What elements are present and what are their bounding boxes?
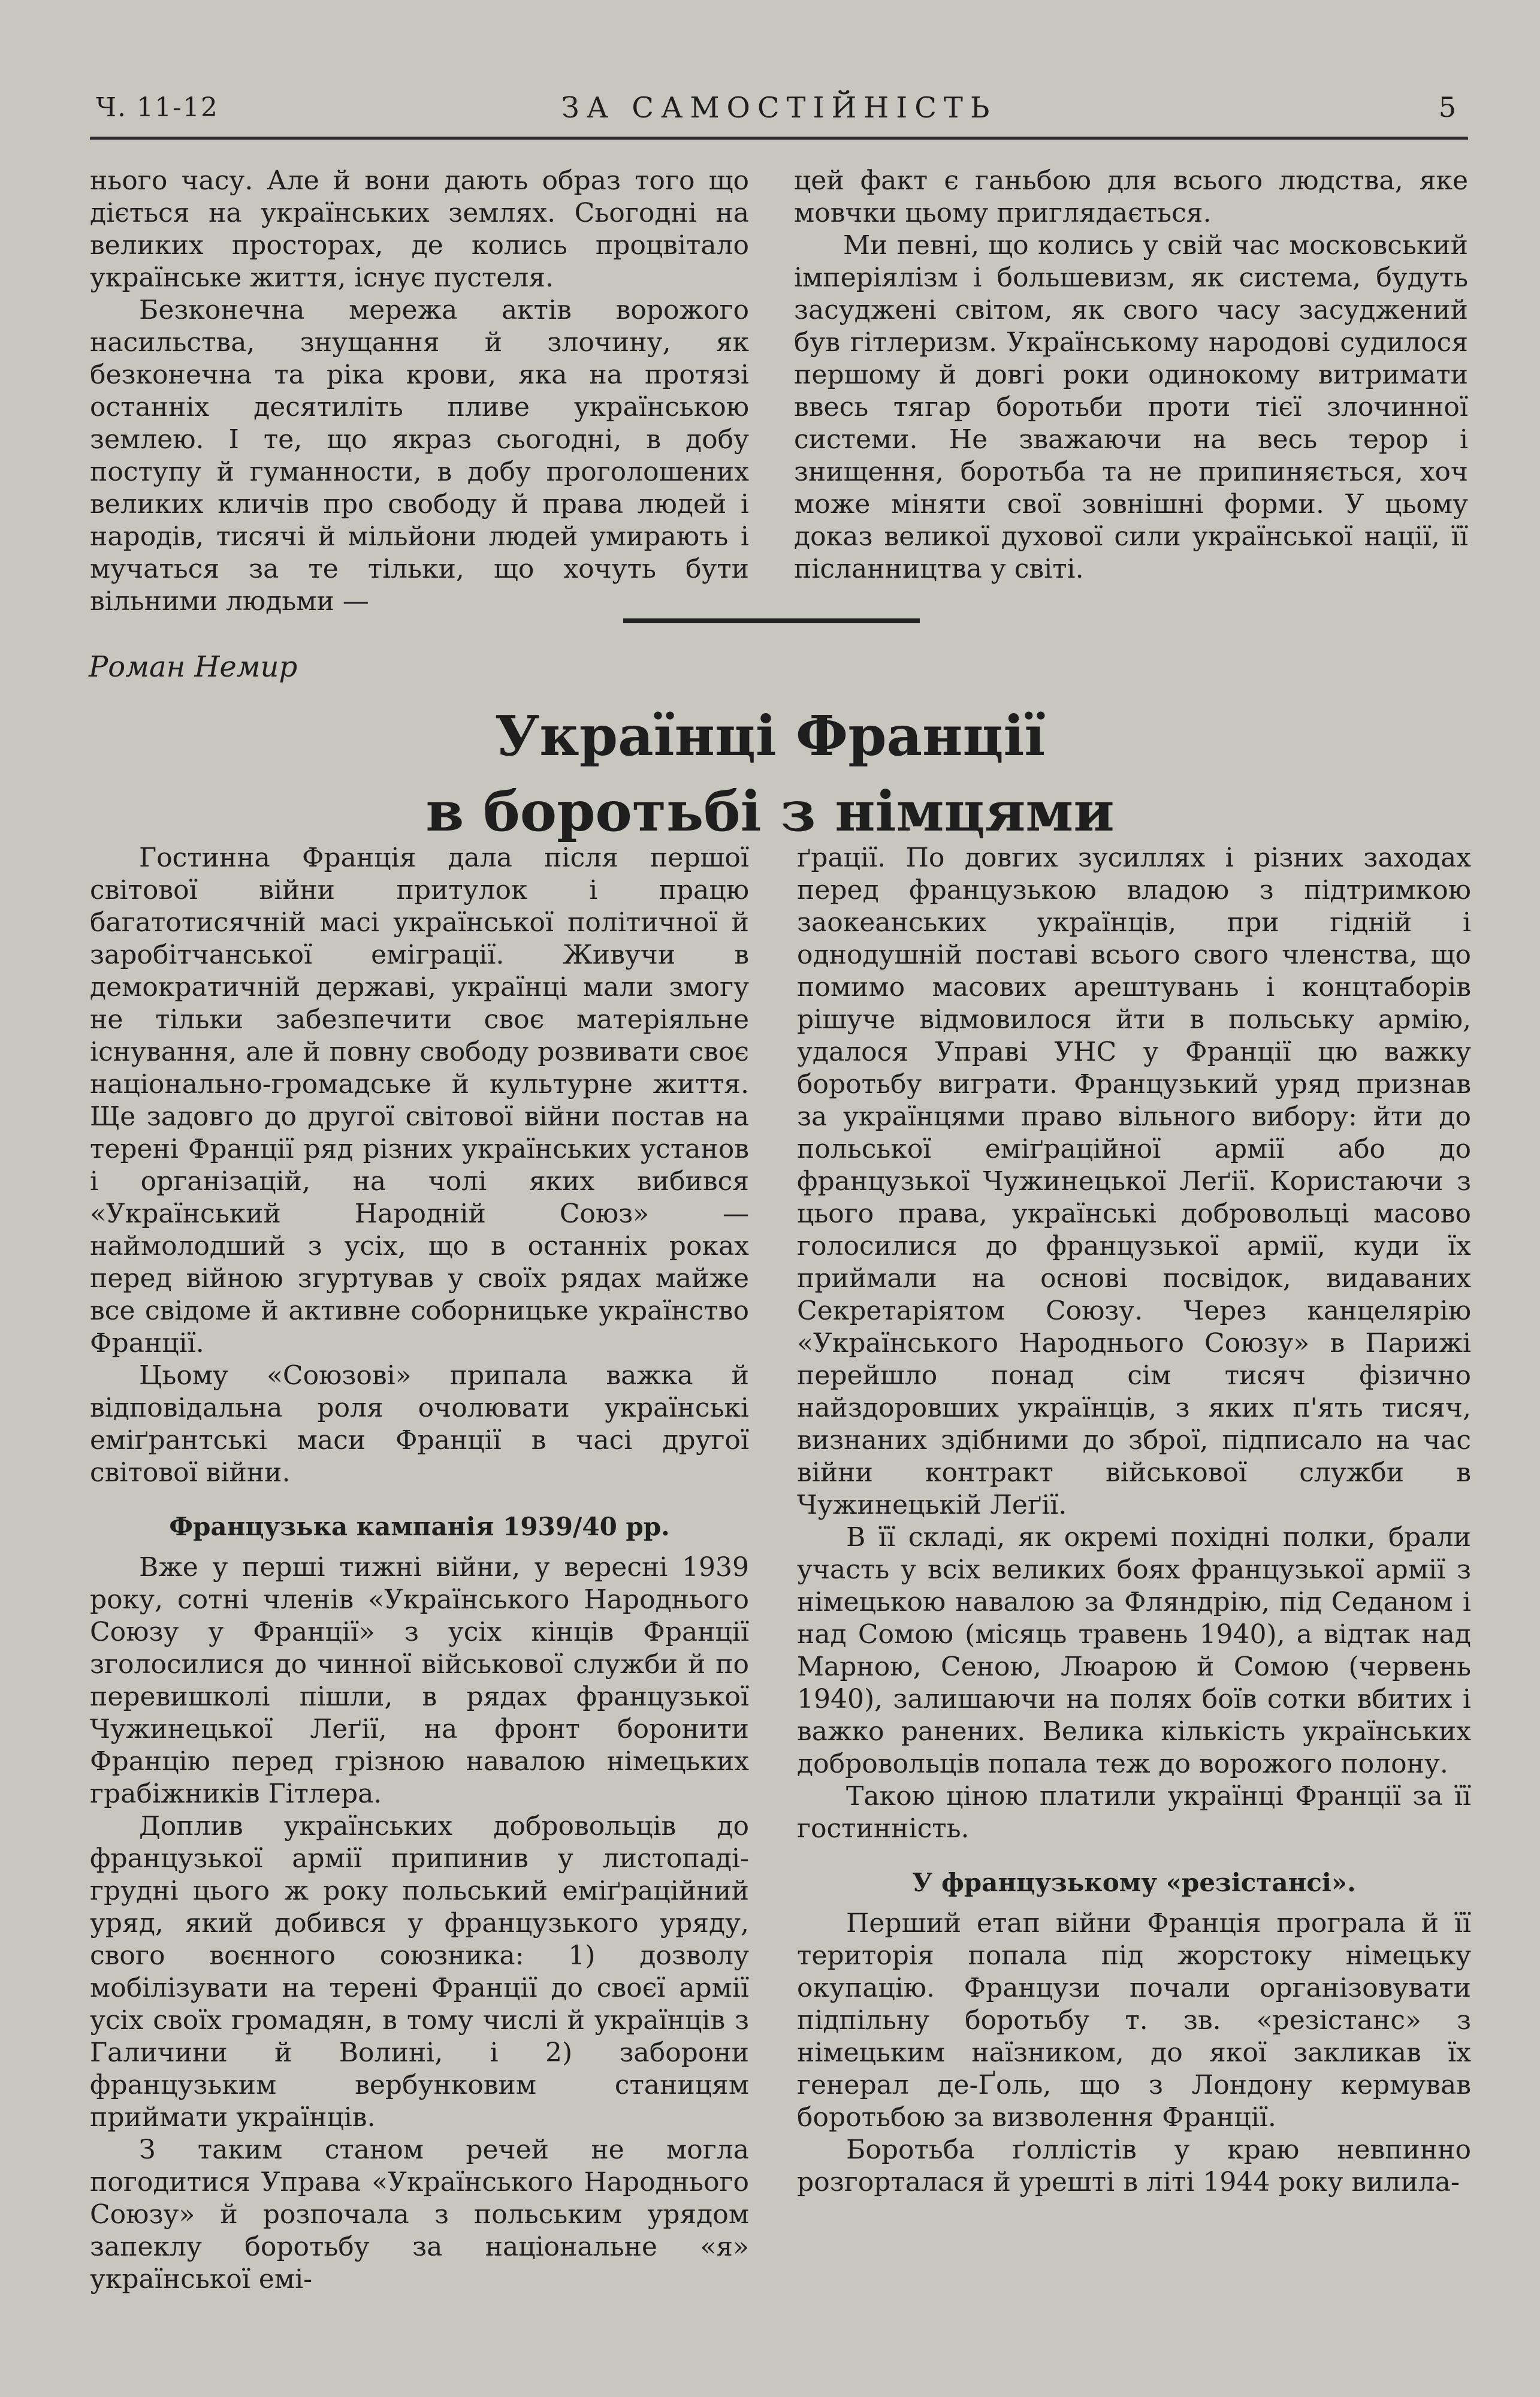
paragraph: нього часу. Але й вони дають образ того що діється на українських землях. Сьогодні на великих просторах, де колись процвітало українське життя, існує пустеля. — [90, 165, 749, 293]
paragraph: Гостинна Франція дала після першої світової війни притулок і працю багатотисячній масі української політичної й заробітчанської еміграції. Живучи в демократичній державі, українці мали змогу не тільки забезпечити своє матеріяльне існування, але й повну свободу розвивати своє національно-громадське й культурне життя. Ще задовго до другої світової війни постав на терені Франції ряд різних українських установ і організацій, на чолі яких вибився «Український Народній Союз» — наймолодший з усіх, що в останніх роках перед війною згуртував у своїх рядах майже все свідоме й активне соборницьке українство Франції. — [90, 843, 749, 1358]
journal-title: ЗА САМОСТІЙНІСТЬ — [561, 91, 997, 125]
previous-article-right-column — [794, 165, 1468, 585]
article-title — [0, 698, 1540, 849]
section-heading: Французька кампанія 1939/40 рр. — [169, 1512, 670, 1541]
section-divider — [623, 618, 920, 623]
paragraph: Цьому «Союзові» припала важка й відповідальна роля очолювати українські еміґрантські маси Франції в часі другої світової війни. — [90, 1360, 749, 1488]
article-title-line: в боротьбі з німцями — [425, 779, 1115, 844]
paragraph: ґрації. По довгих зусиллях і різних заходах перед французькою владою з підтримкою заокеанських українців, при гідній і однодушній поставі всього свого членства, що помимо масових арештувань і концтаборів рішуче відмовилося йти в польську армію, удалося Управі УНС у Франції цю важку боротьбу виграти. Французький уряд признав за українцями право вільного вибору: йти до польської еміґраційної армії або до французької Чужинецької Леґії. Користаючи з цього права, українські добровольці масово голосилися до французької армії, куди їх приймали на основі посвідок, видаваних Секретаріятом Союзу. Через канцелярію «Українського Народнього Союзу» в Парижі перейшло понад сім тисяч фізично найздоровших українців, з яких п'ять тисяч, визнаних здібними до зброї, підписало на час війни контракт військової служби в Чужинецькій Леґії. — [797, 843, 1471, 1520]
article-left-column — [90, 842, 749, 2296]
article-author: Роман Немир — [89, 650, 298, 684]
paragraph: З таким станом речей не могла погодитися Управа «Українського Народнього Союзу» й розпочала з польським урядом запеклу боротьбу за національне «я» української емі- — [90, 2135, 749, 2295]
paragraph: Перший етап війни Франція програла й її територія попала під жорстоку німецьку окупацію. Французи почали організовувати підпільну боротьбу т. зв. «резістанс» з німецьким наїзником, до якої закликав їх генерал де-Ґоль, що з Лондону кермував боротьбою за визволення Франції. — [797, 1908, 1471, 2133]
article-right-column — [797, 842, 1471, 2199]
header-rule — [90, 137, 1468, 140]
paragraph: Боротьба ґоллістів у краю невпинно розгорталася й урешті в літі 1944 року вилила- — [797, 2135, 1471, 2197]
paragraph: Безконечна мережа актів ворожого насильства, знущання й злочину, як безконечна та ріка крови, яка на протязі останніх десятиліть пливе українською землею. І те, що якраз сьогодні, в добу поступу й гуманности, в добу проголошених великих кличів про свободу й права людей і народів, тисячі й мільйони людей умирають і мучаться за те тільки, що хочуть бути вільними людьми — — [90, 295, 749, 617]
article-title-line: Українці Франції — [494, 704, 1046, 768]
issue-number: Ч. 11-12 — [96, 92, 219, 123]
page-header — [90, 90, 1468, 132]
paragraph: В її складі, як окремі похідні полки, брали участь у всіх великих боях французької армії з німецькою навалою за Фляндрію, під Седаном і над Сомою (місяць травень 1940), а відтак над Марною, Сеною, Люарою й Сомою (червень 1940), залишаючи на полях боїв сотки вбитих і важко ранених. Велика кількість українських добровольців попала теж до ворожого полону. — [797, 1522, 1471, 1779]
page-number: 5 — [1438, 91, 1456, 123]
section-heading: У французькому «резістансі». — [912, 1868, 1356, 1897]
paragraph: Вже у перші тижні війни, у вересні 1939 року, сотні членів «Українського Народнього Союзу у Франції» з усіх кінців Франції зголосилися до чинної військової служби й по перевишколі пішли, в рядах французької Чужинецької Леґії, на фронт боронити Францію перед грізною навалою німецьких грабіжників Гітлера. — [90, 1552, 749, 1809]
paragraph: Ми певні, що колись у свій час московський імперіялізм і большевизм, як система, будуть засуджені світом, як свого часу засуджений був гітлеризм. Українському народові судилося першому й довгі роки одинокому витримати ввесь тягар боротьби проти тієї злочинної системи. Не зважаючи на весь терор і знищення, боротьба та не припиняється, хоч може міняти свої зовнішні форми. У цьому доказ великої духової сили української нації, її післанництва у світі. — [794, 230, 1468, 584]
paragraph: Доплив українських добровольців до французької армії припинив у листопаді-грудні цього ж року польський еміґраційний уряд, який добився у французького уряду, свого воєнного союзника: 1) дозволу мобілізувати на терені Франції до своєї армії усіх своїх громадян, в тому числі й українців з Галичини й Волині, і 2) заборони французьким вербунковим станицям приймати українців. — [90, 1811, 749, 2133]
paragraph: Такою ціною платили українці Франції за її гостинність. — [797, 1781, 1471, 1844]
paragraph: цей факт є ганьбою для всього людства, яке мовчки цьому приглядається. — [794, 165, 1468, 228]
previous-article-left-column — [90, 165, 749, 618]
